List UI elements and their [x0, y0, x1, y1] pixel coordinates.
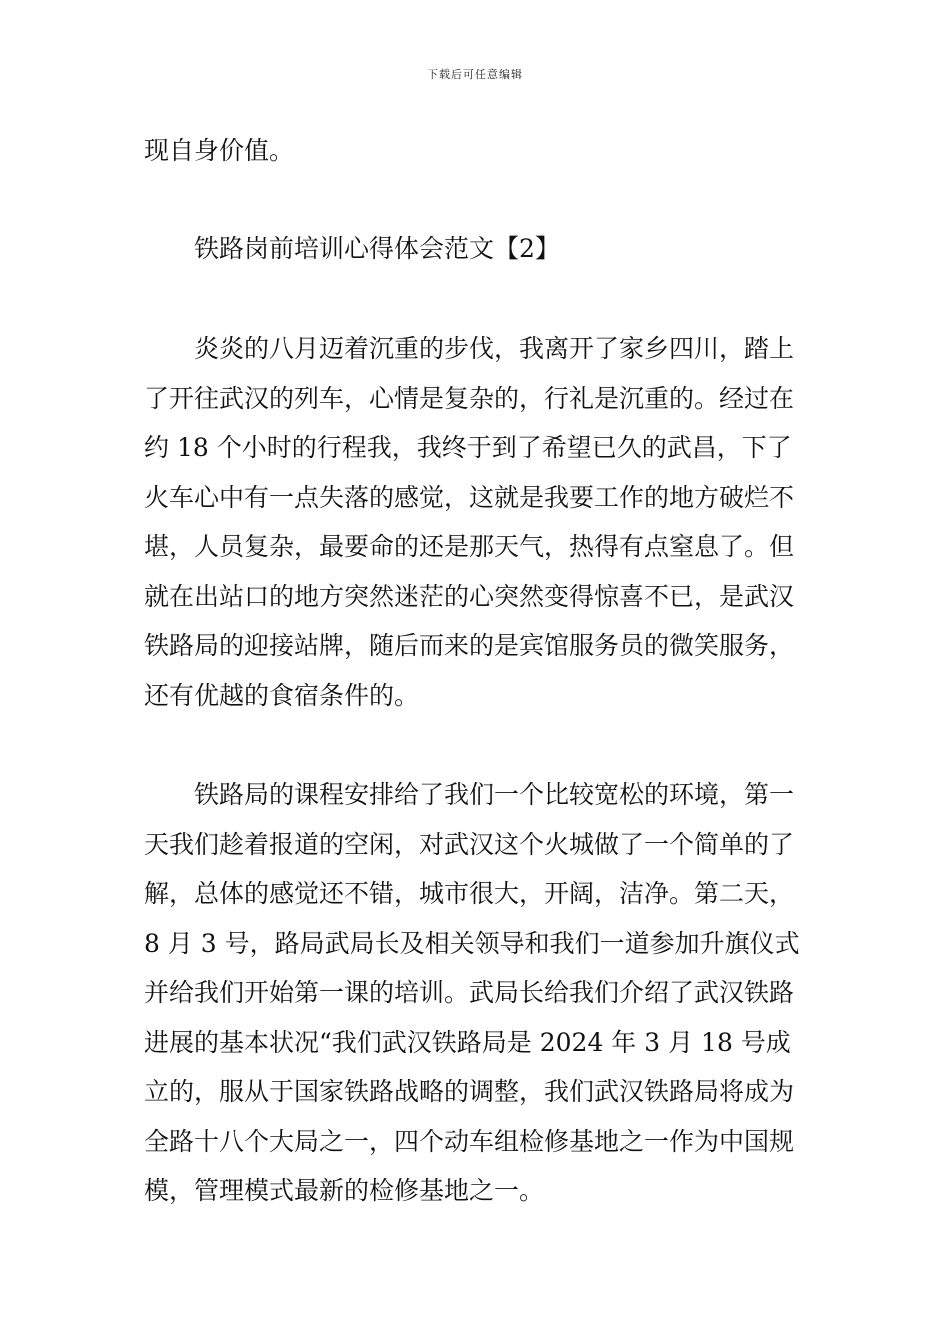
paragraph-training: 铁路局的课程安排给了我们一个比较宽松的环境，第一天我们趁着报道的空闲，对武汉这个火城做了一个简单的了解，总体的感觉还不错，城市很大，开阔，洁净。第二天，8 月 3 号，路局武局长及相关领导和我们一道参加升旗仪式并给我们开始第一课的培训。武局长给我们介绍了武汉铁路进展的基本状况“我们武汉铁路局是 2024 年 3 月 18 号成立的，服从于国家铁路战略的调整，我们武汉铁路局将成为全路十八个大局之一，四个动车组检修基地之一作为中国规模，管理模式最新的检修基地之一。 [144, 780, 800, 1205]
paragraph-continuation: 现自身价值。 [144, 136, 295, 165]
paragraph-arrival: 炎炎的八月迈着沉重的步伐，我离开了家乡四川，踏上了开往武汉的列车，心情是复杂的，行礼是沉重的。经过在约 18 个小时的行程我，我终于到了希望已久的武昌，下了火车心中有一点失落的感觉，这就是我要工作的地方破烂不堪，人员复杂，最要命的还是那天气，热得有点窒息了。但就在出站口的地方突然迷茫的心突然变得惊喜不已，是武汉铁路局的迎接站牌，随后而来的是宾馆服务员的微笑服务，还有优越的食宿条件的。 [144, 334, 795, 710]
page-header: 下载后可任意编辑 [427, 68, 523, 81]
section-heading: 铁路岗前培训心得体会范文【2】 [194, 234, 560, 263]
